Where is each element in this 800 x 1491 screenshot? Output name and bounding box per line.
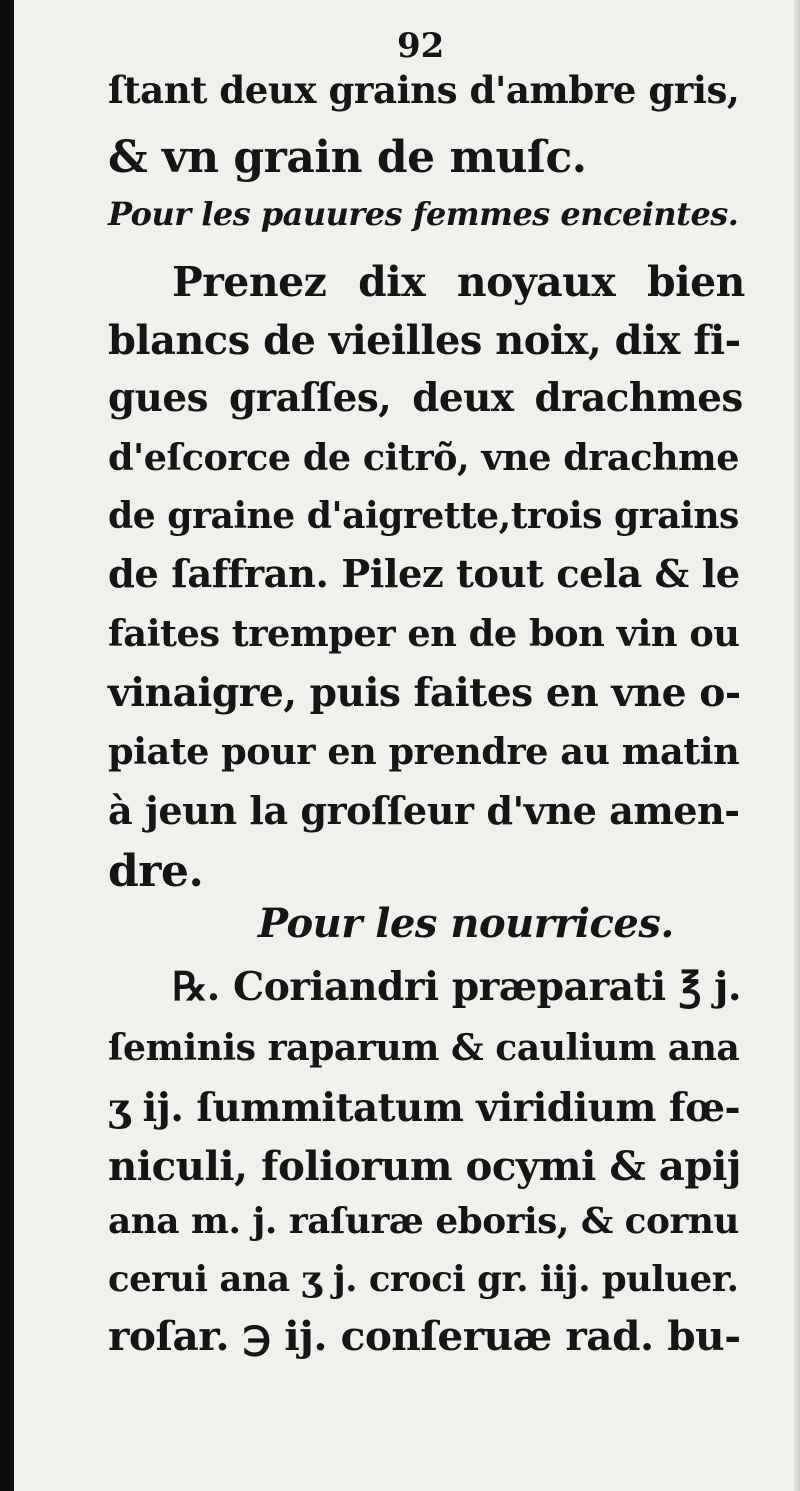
text-line: ʒ ij. ſummitatum viridium fœ- bbox=[108, 1086, 741, 1131]
recipe-heading: Pour les nourrices. bbox=[258, 900, 674, 947]
text-line: ℞. Coriandri præparati ℥ j. bbox=[172, 964, 741, 1010]
text-line: vinaigre, puis faites en vne o- bbox=[108, 670, 741, 716]
text-line: niculi, foliorum ocymi & apij bbox=[108, 1142, 741, 1190]
text-line: Prenez dix noyaux bien bbox=[172, 258, 745, 306]
text-line: de ſaffran. Pilez tout cela & le bbox=[108, 552, 740, 597]
text-line: à jeun la groſſeur d'vne amen- bbox=[108, 788, 740, 833]
text-line: faites tremper en de bon vin ou bbox=[108, 612, 740, 655]
page-edge bbox=[794, 0, 800, 1491]
text-line: dre. bbox=[108, 846, 204, 897]
page-binding-shadow bbox=[0, 0, 14, 1491]
text-line: piate pour en prendre au matin bbox=[108, 730, 740, 773]
text-line: ana m. j. raſuræ eboris, & cornu bbox=[108, 1200, 739, 1242]
text-line: roſar. ℈ ij. conſeruæ rad. bu- bbox=[108, 1312, 741, 1360]
text-line: ſeminis raparum & caulium ana bbox=[108, 1026, 740, 1069]
text-line: gues graſſes, deux drachmes bbox=[108, 376, 743, 421]
text-line: cerui ana ʒ j. croci gr. iij. puluer. bbox=[108, 1259, 739, 1300]
recipe-heading: Pour les pauures femmes enceintes. bbox=[108, 195, 739, 233]
page-number: 92 bbox=[397, 26, 445, 66]
text-line: d'eſcorce de citrõ, vne drachme bbox=[108, 436, 739, 479]
text-line: blancs de vieilles noix, dix fi- bbox=[108, 318, 741, 364]
text-line: & vn grain de muſc. bbox=[108, 132, 587, 183]
text-line: de graine d'aigrette,trois grains bbox=[108, 494, 739, 537]
text-line: ſtant deux grains d'ambre gris, bbox=[108, 68, 740, 112]
